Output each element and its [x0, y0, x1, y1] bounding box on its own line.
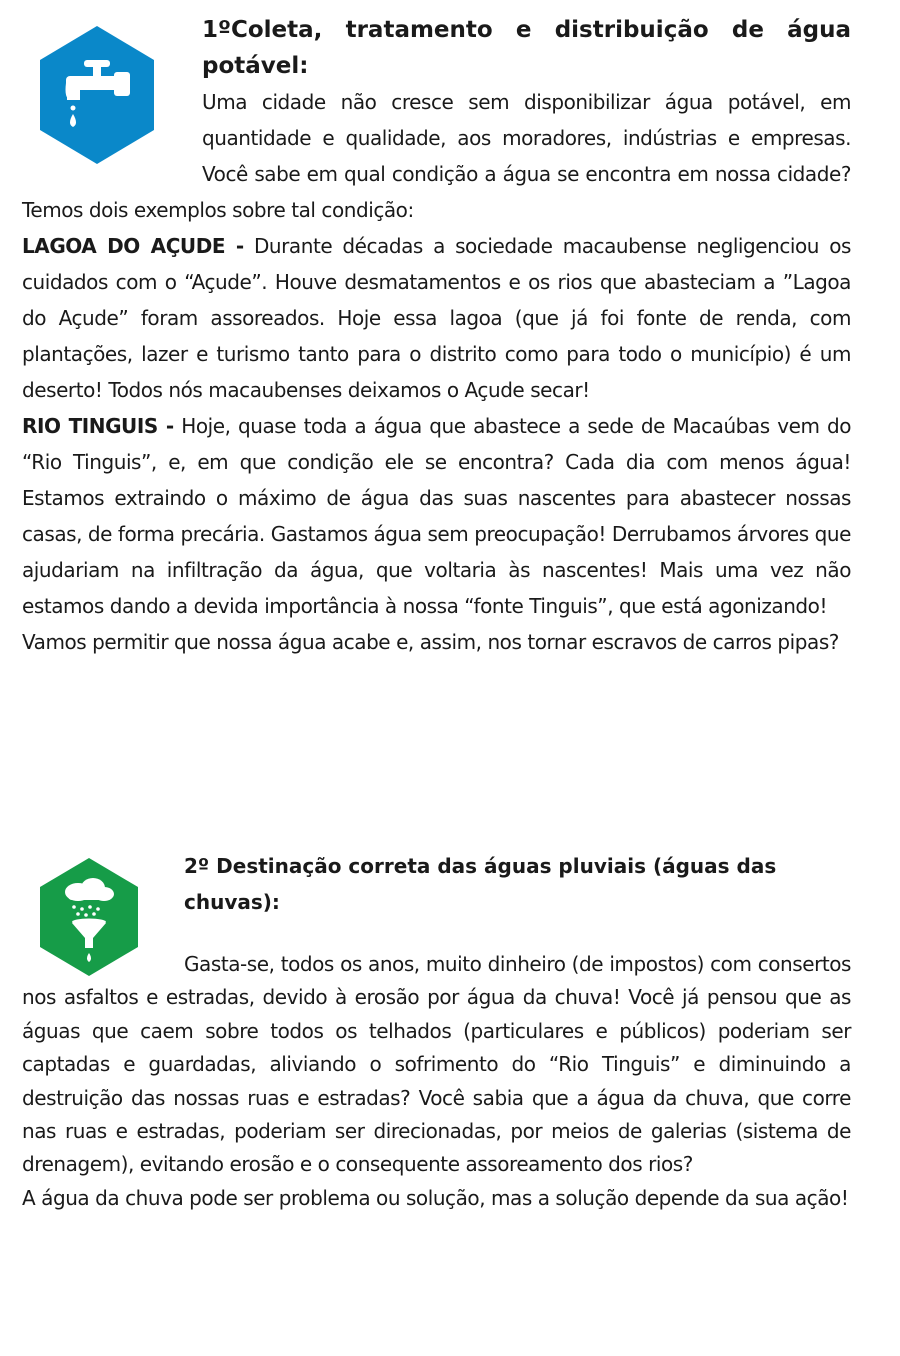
hexagon-badge: [40, 26, 154, 164]
section1-intro: Uma cidade não cresce sem disponibilizar água potável, em quantidade e qualidade, aos moradores, indústrias e empresas. Você sabe em qual condição a água se encontra em nossa cidade? Temos dois exemplos sobre tal condição:: [22, 90, 851, 222]
rio-paragraph: [22, 408, 851, 624]
section2-body: Gasta-se, todos os anos, muito dinheiro (de impostos) com consertos nos asfaltos e estradas, devido à erosão por água da chuva! Você já pensou que as águas que caem sobre todos os telhados (particulares e públicos) poderiam ser captadas e guardadas, aliviando o sofrimento do “Rio Tinguis” e diminuindo a destruição das nossas ruas e estradas? Você sabia que a água da chuva, que corre nas ruas e estradas, poderiam ser direcionadas, por meios de galerias (sistema de drenagem), evitando erosão e o consequente assoreamento dos rios?: [22, 952, 851, 1177]
lagoa-label: LAGOA DO AÇUDE -: [22, 234, 244, 258]
section2-closing: A água da chuva pode ser problema ou solução, mas a solução depende da sua ação!: [22, 1185, 849, 1210]
rio-text: Hoje, quase toda a água que abastece a sede de Macaúbas vem do “Rio Tinguis”, e, em que condição ele se encontra? Cada dia com menos água! Estamos extraindo o máximo de água das suas nascentes para abastecer nossas casas, de forma precária. Gastamos água sem preocupação! Derrubamos árvores que ajudariam na infiltração da água, que voltaria às nascentes! Mais uma vez não estamos dando a devida importância à nossa “fonte Tinguis”, que está agonizando!: [22, 414, 852, 618]
rain-cloud-funnel-icon: [38, 858, 140, 976]
section-rainwater: [22, 848, 851, 1215]
section1-closing: Vamos permitir que nossa água acabe e, assim, nos tornar escravos de carros pipas?: [22, 630, 839, 654]
section-water-supply: [22, 12, 851, 660]
water-faucet-icon: [38, 26, 156, 164]
section1-title: 1ºColeta, tratamento e distribuição de água potável:: [202, 17, 851, 79]
lagoa-text: Durante décadas a sociedade macaubense negligenciou os cuidados com o “Açude”. Houve desmatamentos e os rios que abasteciam a ”Lagoa do Açude” foram assoreados. Hoje essa lagoa (que já foi fonte de renda, com plantações, lazer e turismo tanto para o distrito como para todo o município) é um deserto! Todos nós macaubenses deixamos o Açude secar!: [22, 234, 851, 402]
lagoa-paragraph: [22, 228, 851, 408]
section2-title: 2º Destinação correta das águas pluviais (águas das chuvas):: [184, 854, 777, 914]
rio-label: RIO TINGUIS -: [22, 414, 174, 438]
